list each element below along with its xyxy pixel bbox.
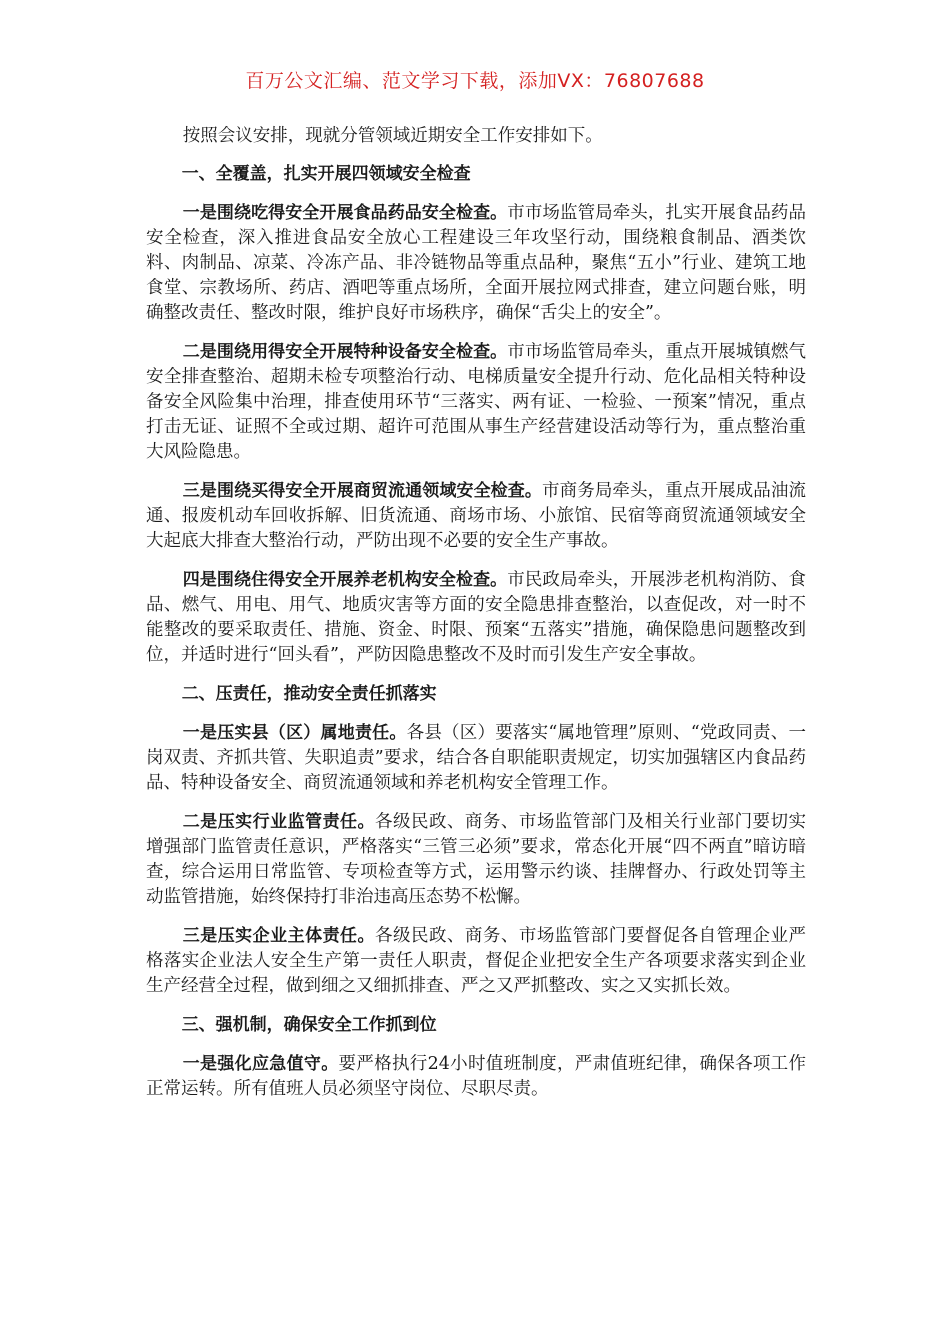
section-heading-3: 三、强机制，确保安全工作抓到位	[181, 1015, 437, 1035]
intro-paragraph: 按照会议安排，现就分管领域近期安全工作安排如下。	[182, 126, 603, 146]
paragraph-lead: 一是压实县（区）属地责任。	[182, 723, 407, 743]
body-paragraph	[146, 479, 806, 554]
paragraph-text: 市商务局牵头，重点开展成品油流通、报废机动车回收拆解、旧货流通、商场市场、小旅馆、民宿等商贸流通领域安全大起底大排查大整治行动，严防出现不必要的安全生产事故。	[146, 481, 806, 551]
paragraph-text: 各级民政、商务、市场监管部门及相关行业部门要切实增强部门监管责任意识，严格落实“三管三必须”要求，常态化开展“四不两直”暗访暗查，综合运用日常监管、专项检查等方式，运用警示约谈、挂牌督办、行政处罚等主动监管措施，始终保持打非治违高压态势不松懈。	[146, 812, 807, 907]
paragraph-lead: 一是围绕吃得安全开展食品药品安全检查。	[182, 203, 508, 223]
body-paragraph	[146, 810, 806, 910]
paragraph-text: 市市场监管局牵头，重点开展城镇燃气安全排查整治、超期未检专项整治行动、电梯质量安全提升行动、危化品相关特种设备安全风险集中治理，排查使用环节“三落实、两有证、一检验、一预案”情况，重点打击无证、证照不全或过期、超许可范围从事生产经营建设活动等行为，重点整治重大风险隐患。	[146, 342, 807, 462]
watermark-header: 百万公文汇编、范文学习下载，添加VX：76807688	[245, 70, 705, 92]
body-paragraph	[146, 201, 806, 326]
paragraph-lead: 一是强化应急值守。	[182, 1054, 339, 1074]
paragraph-text: 要严格执行24小时值班制度，严肃值班纪律，确保各项工作正常运转。所有值班人员必须坚守岗位、尽职尽责。	[146, 1054, 806, 1099]
body-paragraph	[146, 721, 806, 796]
paragraph-text: 市民政局牵头，开展涉老机构消防、食品、燃气、用电、用气、地质灾害等方面的安全隐患排查整治，以查促改，对一时不能整改的要采取责任、措施、资金、时限、预案“五落实”措施，确保隐患问题整改到位，并适时进行“回头看”，严防因隐患整改不及时而引发生产安全事故。	[146, 570, 807, 665]
body-paragraph	[146, 340, 806, 465]
document-body	[146, 124, 806, 1116]
paragraph-lead: 三是压实企业主体责任。	[182, 926, 376, 946]
paragraph-text: 市市场监管局牵头，扎实开展食品药品安全检查，深入推进食品安全放心工程建设三年攻坚行动，围绕粮食制品、酒类饮料、肉制品、凉菜、冷冻产品、非冷链物品等重点品种，聚焦“五小”行业、建筑工地食堂、宗教场所、药店、酒吧等重点场所，全面开展拉网式排查，建立问题台账，明确整改责任、整改时限，维护良好市场秩序，确保“舌尖上的安全”。	[146, 203, 807, 323]
section-heading-1: 一、全覆盖，扎实开展四领域安全检查	[181, 164, 471, 184]
paragraph-lead: 四是围绕住得安全开展养老机构安全检查。	[182, 570, 508, 590]
paragraph-text: 各县（区）要落实“属地管理”原则、“党政同责、一岗双责、齐抓共管、失职追责”要求，结合各自职能职责规定，切实加强辖区内食品药品、特种设备安全、商贸流通领域和养老机构安全管理工作。	[146, 723, 806, 793]
paragraph-lead: 三是围绕买得安全开展商贸流通领域安全检查。	[182, 481, 542, 501]
paragraph-lead: 二是围绕用得安全开展特种设备安全检查。	[182, 342, 508, 362]
body-paragraph	[146, 568, 806, 668]
body-paragraph	[146, 1052, 806, 1102]
section-heading-2: 二、压责任，推动安全责任抓落实	[181, 684, 437, 704]
paragraph-text: 各级民政、商务、市场监管部门要督促各自管理企业严格落实企业法人安全生产第一责任人职责，督促企业把安全生产各项要求落实到企业生产经营全过程，做到细之又细抓排查、严之又严抓整改、实之又实抓长效。	[146, 926, 807, 996]
paragraph-lead: 二是压实行业监管责任。	[182, 812, 376, 832]
body-paragraph	[146, 924, 806, 999]
